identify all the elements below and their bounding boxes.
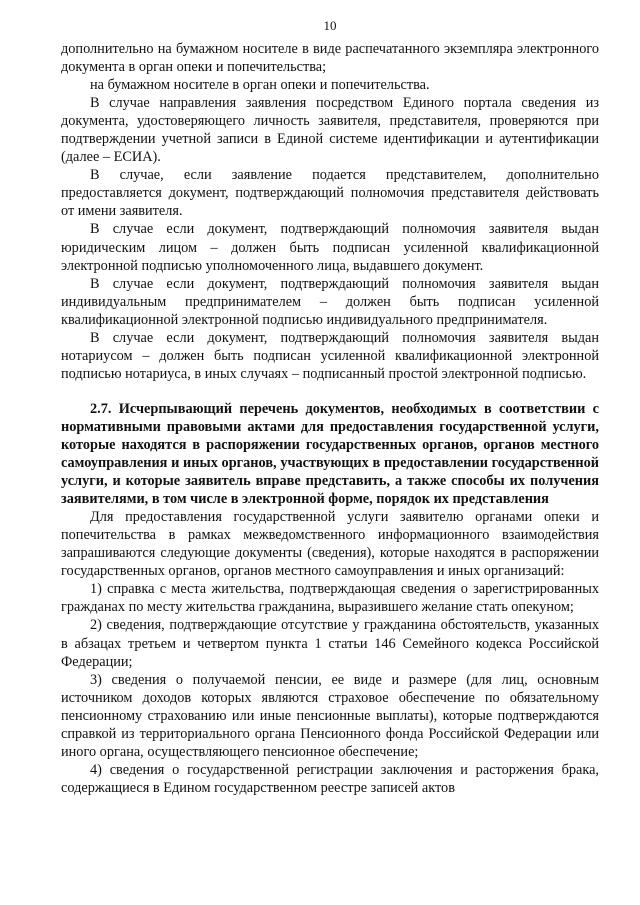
paragraph-paper-copy: дополнительно на бумажном носителе в виде распечатанного экземпляра электронного документа в орган опеки и попечительства; [61, 41, 599, 76]
document-page [61, 18, 599, 797]
list-item: 2) сведения, подтверждающие отсутствие у гражданина обстоятельств, указанных в абзацах третьем и четвертом пункта 1 статьи 146 Семейного кодекса Российской Федерации; [61, 617, 599, 670]
list-item: 3) сведения о получаемой пенсии, ее виде и размере (для лиц, основным источником доходов которых являются страховое обеспечение по обязательному пенсионному страхованию или иные пенсионные выплаты), которые подтверждаются справкой из территориального органа Пенсионного фонда Российской Федерации или иного органа, осуществляющего пенсионное обеспечение; [61, 671, 599, 760]
section-heading: 2.7. Исчерпывающий перечень документов, необходимых в соответствии с нормативными правовыми актами для предоставления государственной услуги, которые находятся в распоряжении государственных органов, органов местного самоуправления и иных органов, участвующих в предоставлении государственной услуги, и которые заявитель вправе представить, а также способы их получения заявителями, в том числе в электронной форме, порядок их представления [61, 400, 599, 508]
paragraph-esia: В случае направления заявления посредством Единого портала сведения из документа, удостоверяющего личность заявителя, представителя, проверяются при подтверждении учетной записи в Единой системе идентификации и аутентификации (далее – ЕСИА). [61, 95, 599, 166]
paragraph-paper-carrier: на бумажном носителе в орган опеки и попечительства. [90, 77, 430, 94]
page-number: 10 [323, 18, 337, 33]
list-item: 4) сведения о государственной регистрации заключения и расторжения брака, содержащиеся в Едином государственном реестре записей актов [61, 761, 599, 796]
list-item: 1) справка с места жительства, подтверждающая сведения о зарегистрированных гражданах по месту жительства гражданина, выразившего желание стать опекуном; [61, 581, 599, 616]
section-intro: Для предоставления государственной услуги заявителю органами опеки и попечительства в рамках межведомственного информационного взаимодействия запрашиваются следующие документы (сведения), которые находятся в распоряжении государственных органов, органов местного самоуправления и иных организаций: [61, 509, 599, 580]
paragraph-representative: В случае, если заявление подается представителем, дополнительно предоставляется документ, подтверждающий полномочия представителя действовать от имени заявителя. [61, 167, 599, 220]
paragraph-legal-entity: В случае если документ, подтверждающий полномочия заявителя выдан юридическим лицом – должен быть подписан усиленной квалификационной электронной подписью уполномоченного лица, выдавшего документ. [61, 221, 599, 274]
paragraph-entrepreneur: В случае если документ, подтверждающий полномочия заявителя выдан индивидуальным предпринимателем – должен быть подписан усиленной квалификационной электронной подписью индивидуального предпринимателя. [61, 275, 599, 328]
paragraph-notary: В случае если документ, подтверждающий полномочия заявителя выдан нотариусом – должен быть подписан усиленной квалификационной электронной подписью нотариуса, в иных случаях – подписанный простой электронной подписью. [61, 329, 599, 382]
